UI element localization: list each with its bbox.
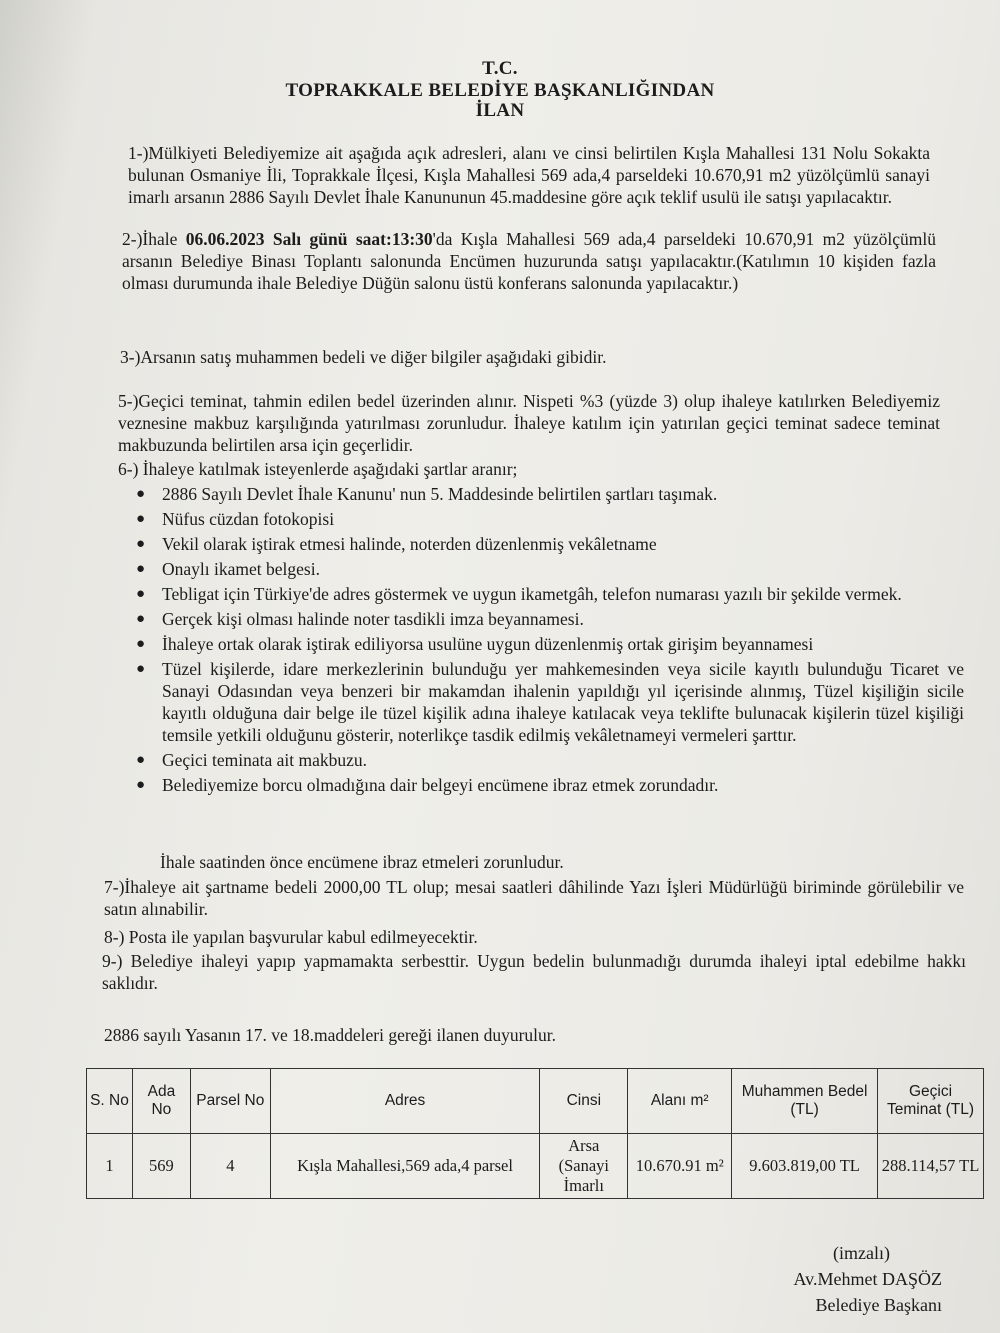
col-header-cinsi: Cinsi: [540, 1069, 628, 1134]
table-header-row: [87, 1069, 984, 1134]
list-item: ● Geçici teminata ait makbuzu.: [136, 750, 368, 770]
cell-adres: Kışla Mahallesi,569 ada,4 parsel: [270, 1134, 540, 1199]
bullet-icon: ●: [136, 777, 146, 793]
bullet-icon: ●: [136, 752, 146, 768]
bullet-icon: ●: [136, 661, 146, 677]
paragraph-6-note: İhale saatinden önce encümene ibraz etmeleri zorunludur.: [160, 852, 564, 872]
property-table: [86, 1068, 984, 1199]
list-item: ● Nüfus cüzdan fotokopisi: [136, 509, 335, 529]
signature-name: Av.Mehmet DAŞÖZ: [793, 1269, 942, 1289]
bullet-icon: ●: [136, 636, 146, 652]
list-item: ● Tüzel kişilerde, idare merkezlerinin bulunduğu yer mahkemesinden veya sicile kayıtlı bulunduğu Ticaret ve Sanayi Odasından veya benzeri bir makamdan ihalenin yapıldığı yıl içerisinde alınmış, Tüzel kişiliğin sicile kayıtlı olduğuna dair belge ile tüzel kişilik adına ihaleye katılacak veya teklifte bulunacak kişilerin tüzel kişiliği temsile yetkili olduğunu gösterir, noterlikçe tasdik edilmiş vekâletnameyi vermeleri şarttır.: [136, 659, 964, 745]
list-item: ● Onaylı ikamet belgesi.: [136, 559, 320, 579]
cell-teminat: 288.114,57 TL: [878, 1134, 984, 1199]
paragraph-2: [122, 228, 936, 294]
col-header-teminat: Geçici Teminat (TL): [878, 1069, 984, 1134]
paragraph-2-prefix: 2-)İhale: [122, 229, 186, 249]
header-title: İLAN: [475, 100, 525, 121]
col-header-ada: Ada No: [132, 1069, 190, 1134]
cell-parsel: 4: [190, 1134, 270, 1199]
col-header-parsel: Parsel No: [190, 1069, 270, 1134]
signature-status: (imzalı): [833, 1243, 890, 1263]
header-tc: T.C.: [482, 58, 518, 79]
bullet-icon: ●: [136, 586, 146, 602]
list-item: ● Vekil olarak iştirak etmesi halinde, noterden düzenlenmiş vekâletname: [136, 534, 657, 554]
list-item: ● Tebligat için Türkiye'de adres göstermek ve uygun ikametgâh, telefon numarası yazılı bir şekilde vermek.: [136, 584, 902, 604]
paragraph-6: 6-) İhaleye katılmak isteyenlerde aşağıdaki şartlar aranır;: [118, 459, 518, 479]
col-header-alani: Alanı m²: [628, 1069, 732, 1134]
cell-cinsi: Arsa (Sanayi İmarlı: [540, 1134, 628, 1199]
paragraph-1: 1-)Mülkiyeti Belediyemize ait aşağıda açık adresleri, alanı ve cinsi belirtilen Kışla Mahallesi 131 Nolu Sokakta bulunan Osmaniye İli, Toprakkale İlçesi, Kışla Mahallesi 569 ada,4 parseldeki 10.670,91 m2 yüzölçümlü sanayi imarlı arsanın 2886 Sayılı Devlet İhale Kanununun 45.maddesine göre açık teklif usulü ile satışı yapılacaktır.: [128, 143, 930, 207]
paragraph-8: 8-) Posta ile yapılan başvurular kabul edilmeyecektir.: [104, 927, 478, 947]
auction-datetime: 06.06.2023 Salı günü saat:13:30: [185, 229, 433, 249]
signature-role: Belediye Başkanı: [815, 1295, 942, 1315]
cell-alani: 10.670.91 m²: [628, 1134, 732, 1199]
list-item: ● Gerçek kişi olması halinde noter tasdikli imza beyannamesi.: [136, 609, 584, 629]
list-item: ● 2886 Sayılı Devlet İhale Kanunu' nun 5. Maddesinde belirtilen şartları taşımak.: [136, 484, 718, 504]
col-header-sno: S. No: [87, 1069, 133, 1134]
bullet-icon: ●: [136, 511, 146, 527]
list-item: ● İhaleye ortak olarak iştirak ediliyorsa usulüne uygun düzenlenmiş ortak girişim beyannamesi: [136, 634, 814, 654]
cell-bedel: 9.603.819,00 TL: [732, 1134, 878, 1199]
cell-sno: 1: [87, 1134, 133, 1199]
header-institution: TOPRAKKALE BELEDİYE BAŞKANLIĞINDAN: [285, 80, 715, 101]
col-header-bedel: Muhammen Bedel (TL): [732, 1069, 878, 1134]
paragraph-5: 5-)Geçici teminat, tahmin edilen bedel üzerinden alınır. Nispeti %3 (yüzde 3) olup ihaleye katılırken Belediyemiz veznesine makbuz karşılığında yatırılması zorunludur. İhaleye katılım için yatırılan geçici teminat sadece teminat makbuzunda belirtilen arsa için geçerlidir.: [118, 391, 940, 455]
paragraph-9: 9-) Belediye ihaleyi yapıp yapmamakta serbesttir. Uygun bedelin bulunmadığı durumda ihaleyi iptal edebilme hakkı saklıdır.: [102, 951, 966, 993]
bullet-icon: ●: [136, 536, 146, 552]
paragraph-3: 3-)Arsanın satış muhammen bedeli ve diğer bilgiler aşağıdaki gibidir.: [120, 347, 607, 367]
bullet-icon: ●: [136, 611, 146, 627]
signature-block: [794, 1240, 942, 1318]
bullet-icon: ●: [136, 561, 146, 577]
col-header-adres: Adres: [270, 1069, 540, 1134]
cell-ada: 569: [132, 1134, 190, 1199]
law-note: 2886 sayılı Yasanın 17. ve 18.maddeleri gereği ilanen duyurulur.: [104, 1025, 557, 1045]
paragraph-2-rest: 'da Kışla Mahallesi 569 ada,4 parseldeki 10.670,91 m2 yüzölçümlü arsanın Belediye Binası Toplantı salonunda Encümen huzurunda satışı yapılacaktır.(Katılımın 10 kişiden fazla olması durumunda ihale Belediye Düğün salonu üstü konferans salonunda yapılacaktır.): [122, 229, 936, 293]
paragraph-7: 7-)İhaleye ait şartname bedeli 2000,00 TL olup; mesai saatleri dâhilinde Yazı İşleri Müdürlüğü biriminde görülebilir ve satın alınabilir.: [104, 877, 964, 919]
requirements-list: [136, 483, 964, 799]
list-item: ● Belediyemize borcu olmadığına dair belgeyi encümene ibraz etmek zorundadır.: [136, 775, 719, 795]
table-row: [87, 1134, 984, 1199]
bullet-icon: ●: [136, 486, 146, 502]
